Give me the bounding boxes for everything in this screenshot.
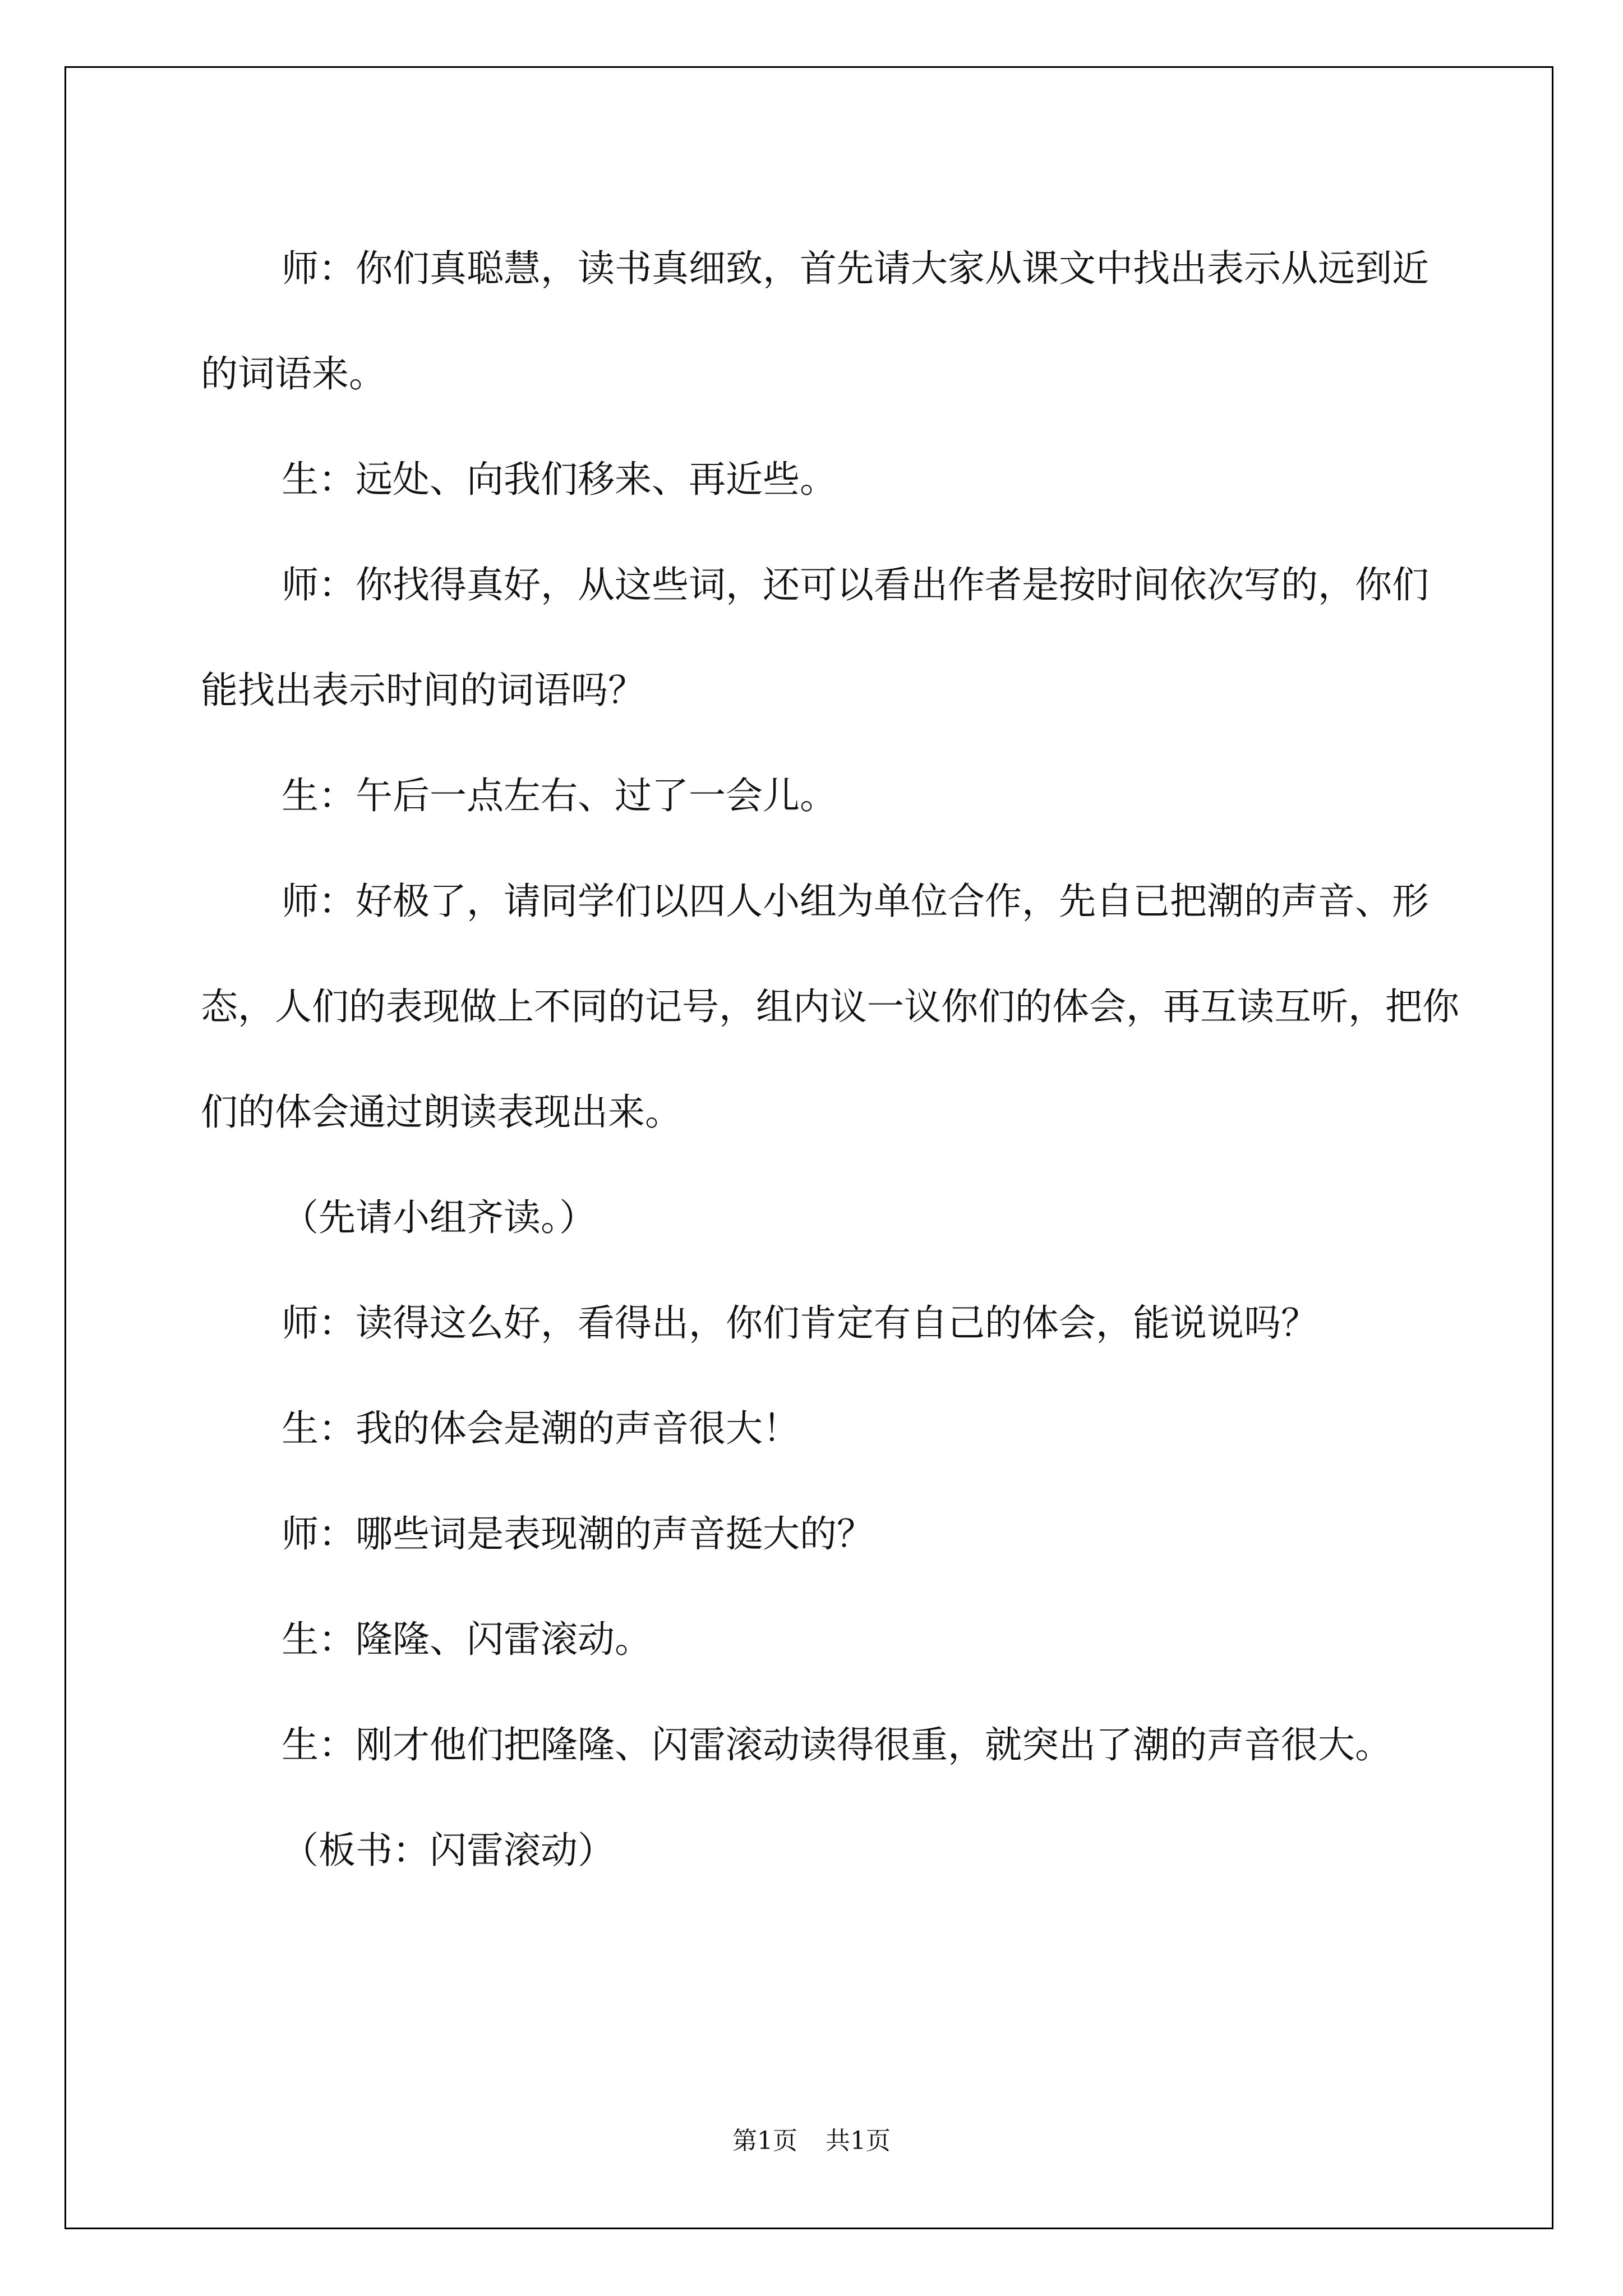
paragraph: 生：我的体会是潮的声音很大！ <box>282 1407 800 1450</box>
paragraph: 生：隆隆、闪雷滚动。 <box>282 1618 652 1661</box>
paragraph: （板书：闪雷滚动） <box>282 1829 615 1872</box>
document-body <box>201 216 1463 1903</box>
paragraph: 生：远处、向我们移来、再近些。 <box>282 458 837 501</box>
paragraph: 生：刚才他们把隆隆、闪雷滚动读得很重，就突出了潮的声音很大。 <box>282 1723 1392 1766</box>
paragraph: （先请小组齐读。） <box>282 1196 596 1239</box>
paragraph: 师：好极了，请同学们以四人小组为单位合作，先自已把潮的声音、形态，人们的表现做上不同的记号，组内议一议你们的体会，再互读互听，把你们的体会通过朗读表现出来。 <box>201 880 1459 1134</box>
page-total: 共1页 <box>826 2127 891 2155</box>
paragraph: 师：你找得真好，从这些词，还可以看出作者是按时间依次写的，你们能找出表示时间的词语吗？ <box>201 563 1429 712</box>
page-footer <box>0 2120 1623 2156</box>
paragraph: 师：读得这么好，看得出，你们肯定有自己的体会，能说说吗？ <box>282 1301 1318 1345</box>
paragraph: 师：你们真聪慧，读书真细致，首先请大家从课文中找出表示从远到近的词语来。 <box>201 247 1429 395</box>
page-number: 第1页 <box>732 2127 797 2155</box>
paragraph: 师：哪些词是表现潮的声音挺大的？ <box>282 1512 874 1556</box>
paragraph: 生：午后一点左右、过了一会儿。 <box>282 774 837 817</box>
